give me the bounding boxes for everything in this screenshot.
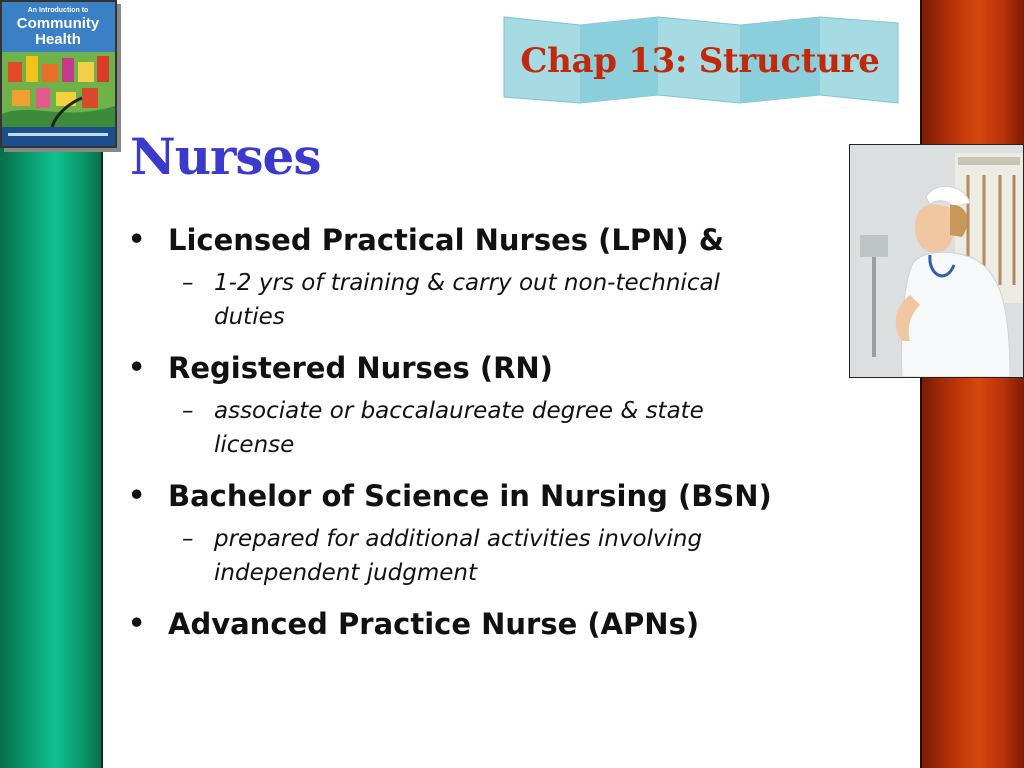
- dash-icon: –: [182, 398, 194, 424]
- bullet-dot-icon: •: [128, 352, 146, 383]
- sub-bullet-text: [214, 266, 720, 334]
- sub-bullet-line: duties: [214, 304, 285, 330]
- bullet-item: [128, 220, 908, 260]
- sub-bullet-line: license: [214, 432, 295, 458]
- dash-icon: –: [182, 270, 194, 296]
- sub-bullet-item: [182, 394, 822, 462]
- bullet-dot-icon: •: [128, 480, 146, 511]
- sub-bullet-line: 1-2 yrs of training & carry out non-technical: [214, 270, 720, 296]
- nurse-photo: [849, 144, 1024, 378]
- sub-bullet-line: prepared for additional activities involving: [214, 526, 703, 552]
- book-cover-title-line2: Community: [16, 15, 100, 32]
- slide-title: Nurses: [130, 127, 321, 186]
- bullet-item: [128, 476, 908, 516]
- bullet-dot-icon: •: [128, 608, 146, 639]
- sub-bullet-text: [214, 522, 702, 590]
- bullet-label: Advanced Practice Nurse (APNs): [168, 607, 700, 641]
- book-cover-title-line3: Health: [35, 31, 81, 48]
- bullet-item: [128, 604, 908, 644]
- dash-icon: –: [182, 526, 194, 552]
- chapter-banner-label: Chap 13: Structure: [520, 41, 880, 81]
- sub-bullet-item: [182, 522, 822, 590]
- bullet-dot-icon: •: [128, 224, 146, 255]
- bullet-label: Registered Nurses (RN): [168, 351, 553, 385]
- bullet-item: [128, 348, 908, 388]
- sub-bullet-line: associate or baccalaureate degree & state: [214, 398, 704, 424]
- right-decorative-band: [920, 0, 1024, 768]
- sub-bullet-item: [182, 266, 822, 334]
- sub-bullet-line: independent judgment: [214, 560, 478, 586]
- sub-bullet-text: [214, 394, 704, 462]
- book-cover-image: [0, 0, 117, 148]
- bullet-list: [128, 220, 908, 650]
- bullet-label: Licensed Practical Nurses (LPN) &: [168, 223, 725, 257]
- book-cover-title-line1: An Introduction to: [27, 7, 89, 14]
- bullet-label: Bachelor of Science in Nursing (BSN): [168, 479, 772, 513]
